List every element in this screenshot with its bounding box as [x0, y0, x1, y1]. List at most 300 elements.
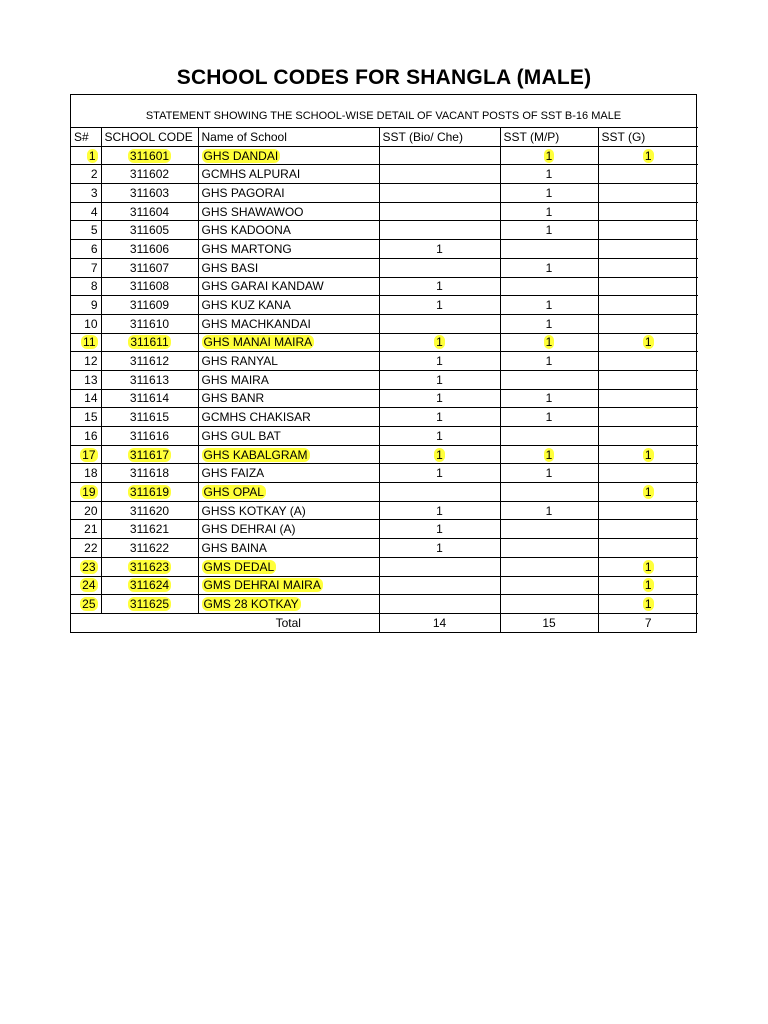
sst-bio-che-cell	[379, 221, 500, 240]
school-code-cell	[101, 240, 198, 259]
sst-bio-che-cell-text: 1	[436, 540, 443, 555]
school-code-cell-text: 311623	[129, 559, 170, 574]
total-row	[71, 613, 698, 632]
school-name-cell	[198, 576, 379, 595]
table-row	[71, 389, 698, 408]
sst-g-cell	[598, 501, 698, 520]
school-name-cell	[198, 352, 379, 371]
sst-mp-cell	[500, 464, 598, 483]
sst-bio-che-cell	[379, 539, 500, 558]
sst-g-cell	[598, 576, 698, 595]
serial-number-cell	[71, 221, 101, 240]
school-name-cell-text: GHS DEHRAI (A)	[201, 522, 296, 537]
sst-bio-che-cell-text: 1	[436, 354, 443, 369]
school-code-cell-text: 311620	[129, 503, 170, 518]
school-name-cell	[198, 258, 379, 277]
school-code-cell	[101, 296, 198, 315]
sst-mp-cell-text: 1	[545, 316, 553, 331]
vacancy-table	[71, 127, 698, 632]
sst-mp-cell-text: 1	[545, 335, 553, 350]
school-name-cell	[198, 202, 379, 221]
serial-number-cell-text: 11	[83, 335, 96, 350]
sst-g-cell	[598, 557, 698, 576]
school-code-cell-text: 311619	[129, 484, 170, 499]
school-name-cell	[198, 389, 379, 408]
sst-mp-cell	[500, 408, 598, 427]
sst-g-cell	[598, 202, 698, 221]
table-body	[71, 146, 698, 613]
sst-g-cell-text: 1	[644, 484, 652, 499]
table-row	[71, 240, 698, 259]
school-code-cell-text: 311622	[129, 540, 170, 555]
serial-number-cell-text: 15	[84, 410, 98, 425]
sst-mp-cell	[500, 445, 598, 464]
school-name-cell	[198, 408, 379, 427]
sst-g-cell	[598, 464, 698, 483]
col-header-sn: S#	[71, 128, 101, 147]
table-row	[71, 483, 698, 502]
school-code-cell-text: 311602	[129, 167, 170, 182]
school-name-cell-text: GHS PAGORAI	[201, 185, 285, 200]
school-code-cell	[101, 314, 198, 333]
school-name-cell	[198, 296, 379, 315]
sst-mp-cell	[500, 314, 598, 333]
serial-number-cell	[71, 146, 101, 165]
sst-bio-che-cell-text: 1	[436, 522, 443, 537]
school-code-cell	[101, 333, 198, 352]
serial-number-cell	[71, 427, 101, 446]
table-row	[71, 296, 698, 315]
table-row	[71, 464, 698, 483]
sst-mp-cell-text: 1	[545, 185, 553, 200]
school-name-cell	[198, 445, 379, 464]
sst-g-cell-text: 1	[644, 559, 652, 574]
school-code-cell-text: 311609	[129, 298, 170, 313]
sst-g-cell	[598, 165, 698, 184]
school-code-cell	[101, 258, 198, 277]
sst-mp-cell	[500, 370, 598, 389]
sst-bio-che-cell	[379, 520, 500, 539]
sst-mp-cell-text: 1	[545, 391, 553, 406]
school-code-cell	[101, 184, 198, 203]
sst-g-cell	[598, 314, 698, 333]
sst-mp-cell	[500, 427, 598, 446]
col-header-school-name: Name of School	[198, 128, 379, 147]
serial-number-cell-text: 4	[90, 204, 98, 219]
school-name-cell	[198, 146, 379, 165]
school-code-cell	[101, 520, 198, 539]
serial-number-cell	[71, 557, 101, 576]
table-row	[71, 202, 698, 221]
table-row	[71, 557, 698, 576]
school-name-cell	[198, 277, 379, 296]
sst-g-cell	[598, 240, 698, 259]
sst-g-cell	[598, 483, 698, 502]
sst-mp-cell	[500, 576, 598, 595]
sst-mp-cell-text: 1	[545, 447, 553, 462]
serial-number-cell	[71, 501, 101, 520]
serial-number-cell	[71, 576, 101, 595]
school-code-cell-text: 311606	[129, 241, 170, 256]
school-name-cell-text: GMS 28 KOTKAY	[203, 597, 299, 612]
sst-g-cell	[598, 296, 698, 315]
school-name-cell-text: GHS BANR	[201, 391, 265, 406]
school-code-cell	[101, 146, 198, 165]
sst-mp-cell-text: 1	[545, 167, 553, 182]
sst-mp-cell-text: 1	[545, 503, 553, 518]
sst-g-cell	[598, 427, 698, 446]
serial-number-cell	[71, 184, 101, 203]
school-name-cell	[198, 333, 379, 352]
sst-bio-che-cell-text: 1	[436, 503, 443, 518]
school-name-cell-text: GHS MAIRA	[201, 372, 269, 387]
total-sst-bio-che: 14	[379, 613, 500, 632]
total-spacer	[71, 613, 101, 632]
school-code-cell-text: 311610	[129, 316, 170, 331]
sst-mp-cell	[500, 520, 598, 539]
school-name-cell-text: GHS SHAWAWOO	[201, 204, 304, 219]
sst-bio-che-cell	[379, 352, 500, 371]
school-name-cell-text: GHSS KOTKAY (A)	[201, 503, 306, 518]
serial-number-cell-text: 23	[82, 559, 96, 574]
sst-bio-che-cell-text: 1	[436, 279, 443, 294]
sst-bio-che-cell	[379, 146, 500, 165]
vacancy-sheet	[70, 94, 697, 633]
school-name-cell	[198, 184, 379, 203]
table-row	[71, 258, 698, 277]
sst-mp-cell	[500, 483, 598, 502]
sst-bio-che-cell	[379, 595, 500, 614]
serial-number-cell	[71, 333, 101, 352]
school-name-cell-text: GHS MARTONG	[201, 241, 292, 256]
sst-g-cell-text: 1	[644, 578, 652, 593]
school-name-cell	[198, 520, 379, 539]
school-name-cell-text: GHS FAIZA	[201, 466, 265, 481]
sst-bio-che-cell	[379, 483, 500, 502]
sst-mp-cell	[500, 165, 598, 184]
school-name-cell	[198, 221, 379, 240]
sst-mp-cell	[500, 539, 598, 558]
serial-number-cell-text: 8	[90, 279, 98, 294]
school-code-cell-text: 311621	[129, 522, 170, 537]
school-code-cell	[101, 165, 198, 184]
col-header-sst-mp: SST (M/P)	[500, 128, 598, 147]
serial-number-cell	[71, 595, 101, 614]
serial-number-cell-text: 1	[88, 148, 96, 163]
school-name-cell	[198, 427, 379, 446]
sst-g-cell	[598, 221, 698, 240]
sst-g-cell	[598, 539, 698, 558]
serial-number-cell-text: 24	[82, 578, 96, 593]
col-header-sst-g: SST (G)	[598, 128, 698, 147]
school-name-cell	[198, 314, 379, 333]
sst-bio-che-cell	[379, 165, 500, 184]
serial-number-cell-text: 12	[84, 354, 98, 369]
school-name-cell-text: GHS DANDAI	[203, 148, 279, 163]
school-name-cell-text: GHS KUZ KANA	[201, 298, 291, 313]
school-name-cell-text: GHS KADOONA	[201, 223, 291, 238]
total-sst-g: 7	[598, 613, 698, 632]
sst-g-cell-text: 1	[644, 335, 652, 350]
table-row	[71, 539, 698, 558]
school-code-cell-text: 311611	[130, 335, 169, 350]
sst-g-cell	[598, 146, 698, 165]
school-name-cell	[198, 557, 379, 576]
school-name-cell-text: GHS RANYAL	[201, 354, 278, 369]
school-name-cell	[198, 501, 379, 520]
table-row	[71, 408, 698, 427]
serial-number-cell	[71, 370, 101, 389]
serial-number-cell-text: 22	[84, 540, 98, 555]
school-code-cell-text: 311612	[129, 354, 170, 369]
school-code-cell	[101, 221, 198, 240]
sst-mp-cell	[500, 202, 598, 221]
serial-number-cell	[71, 408, 101, 427]
sst-g-cell-text: 1	[644, 148, 652, 163]
sst-mp-cell-text: 1	[545, 148, 553, 163]
school-code-cell-text: 311614	[129, 391, 170, 406]
serial-number-cell-text: 20	[84, 503, 98, 518]
sst-g-cell	[598, 445, 698, 464]
sst-bio-che-cell	[379, 296, 500, 315]
sst-bio-che-cell	[379, 445, 500, 464]
sst-g-cell	[598, 184, 698, 203]
school-name-cell-text: GCMHS CHAKISAR	[201, 410, 311, 425]
sst-bio-che-cell-text: 1	[436, 466, 443, 481]
table-row	[71, 165, 698, 184]
school-code-cell-text: 311624	[129, 578, 170, 593]
serial-number-cell	[71, 445, 101, 464]
school-name-cell-text: GHS OPAL	[203, 484, 264, 499]
table-row	[71, 221, 698, 240]
school-name-cell-text: GMS DEDAL	[203, 559, 275, 574]
school-code-cell	[101, 427, 198, 446]
school-name-cell-text: GHS GUL BAT	[201, 428, 281, 443]
serial-number-cell	[71, 296, 101, 315]
sst-mp-cell-text: 1	[545, 260, 553, 275]
sst-g-cell	[598, 258, 698, 277]
school-name-cell-text: GHS BAINA	[201, 540, 267, 555]
sst-g-cell	[598, 352, 698, 371]
school-name-cell-text: GMS DEHRAI MAIRA	[203, 578, 321, 593]
school-code-cell	[101, 483, 198, 502]
sst-g-cell	[598, 408, 698, 427]
table-row	[71, 576, 698, 595]
sst-mp-cell	[500, 221, 598, 240]
serial-number-cell-text: 14	[84, 391, 98, 406]
col-header-school-code: SCHOOL CODE	[101, 128, 198, 147]
sst-bio-che-cell-text: 1	[436, 298, 443, 313]
school-name-cell-text: GHS MACHKANDAI	[201, 316, 311, 331]
sst-bio-che-cell	[379, 333, 500, 352]
school-name-cell	[198, 165, 379, 184]
school-name-cell-text: GHS BASI	[201, 260, 259, 275]
serial-number-cell-text: 19	[82, 484, 96, 499]
sst-bio-che-cell-text: 1	[436, 391, 443, 406]
sst-bio-che-cell	[379, 370, 500, 389]
table-row	[71, 314, 698, 333]
serial-number-cell-text: 17	[82, 447, 96, 462]
serial-number-cell	[71, 202, 101, 221]
school-code-cell	[101, 464, 198, 483]
sst-bio-che-cell-text: 1	[436, 335, 443, 350]
school-code-cell	[101, 445, 198, 464]
serial-number-cell-text: 13	[84, 372, 98, 387]
sst-bio-che-cell	[379, 576, 500, 595]
school-code-cell	[101, 370, 198, 389]
school-code-cell	[101, 408, 198, 427]
sst-bio-che-cell	[379, 184, 500, 203]
serial-number-cell-text: 6	[90, 241, 98, 256]
sst-mp-cell	[500, 595, 598, 614]
sst-bio-che-cell	[379, 501, 500, 520]
school-code-cell	[101, 576, 198, 595]
sst-bio-che-cell-text: 1	[436, 372, 443, 387]
school-code-cell-text: 311616	[129, 428, 170, 443]
school-name-cell	[198, 595, 379, 614]
sst-mp-cell	[500, 258, 598, 277]
table-row	[71, 595, 698, 614]
table-row	[71, 520, 698, 539]
school-code-cell-text: 311608	[129, 279, 170, 294]
sst-g-cell	[598, 595, 698, 614]
school-code-cell	[101, 595, 198, 614]
sst-bio-che-cell	[379, 408, 500, 427]
sst-g-cell-text: 1	[644, 597, 652, 612]
sst-mp-cell-text: 1	[545, 466, 553, 481]
sst-bio-che-cell-text: 1	[436, 447, 443, 462]
sst-mp-cell	[500, 296, 598, 315]
sst-mp-cell	[500, 240, 598, 259]
sst-g-cell	[598, 389, 698, 408]
serial-number-cell	[71, 483, 101, 502]
serial-number-cell	[71, 258, 101, 277]
serial-number-cell	[71, 539, 101, 558]
sst-mp-cell	[500, 389, 598, 408]
serial-number-cell	[71, 352, 101, 371]
sst-mp-cell	[500, 146, 598, 165]
serial-number-cell-text: 7	[90, 260, 98, 275]
sst-mp-cell	[500, 277, 598, 296]
table-row	[71, 501, 698, 520]
school-name-cell	[198, 370, 379, 389]
sst-mp-cell	[500, 557, 598, 576]
school-name-cell	[198, 483, 379, 502]
sst-bio-che-cell-text: 1	[436, 428, 443, 443]
school-code-cell	[101, 389, 198, 408]
sst-bio-che-cell	[379, 557, 500, 576]
school-code-cell-text: 311607	[129, 260, 170, 275]
sst-g-cell	[598, 370, 698, 389]
serial-number-cell	[71, 520, 101, 539]
serial-number-cell-text: 5	[90, 223, 98, 238]
header-row	[71, 128, 698, 147]
serial-number-cell-text: 16	[84, 428, 98, 443]
serial-number-cell-text: 21	[84, 522, 98, 537]
sst-bio-che-cell	[379, 202, 500, 221]
sst-bio-che-cell-text: 1	[436, 241, 443, 256]
sst-mp-cell-text: 1	[545, 410, 553, 425]
school-code-cell	[101, 202, 198, 221]
school-code-cell-text: 311604	[129, 204, 170, 219]
school-code-cell	[101, 557, 198, 576]
school-code-cell-text: 311603	[129, 185, 170, 200]
sst-mp-cell	[500, 184, 598, 203]
total-sst-mp: 15	[500, 613, 598, 632]
serial-number-cell	[71, 277, 101, 296]
school-code-cell-text: 311613	[129, 372, 170, 387]
school-code-cell-text: 311615	[129, 410, 170, 425]
table-row	[71, 352, 698, 371]
table-row	[71, 427, 698, 446]
serial-number-cell-text: 25	[82, 597, 96, 612]
serial-number-cell	[71, 240, 101, 259]
sst-bio-che-cell	[379, 314, 500, 333]
school-name-cell	[198, 539, 379, 558]
serial-number-cell-text: 9	[90, 298, 98, 313]
sst-g-cell-text: 1	[644, 447, 652, 462]
page-title: SCHOOL CODES FOR SHANGLA (MALE)	[176, 66, 592, 89]
statement-heading: STATEMENT SHOWING THE SCHOOL-WISE DETAIL OF VACANT POSTS OF SST B-16 MALE	[145, 110, 622, 122]
sst-mp-cell	[500, 333, 598, 352]
sst-g-cell	[598, 520, 698, 539]
table-row	[71, 445, 698, 464]
school-code-cell	[101, 352, 198, 371]
total-label: Total	[198, 613, 379, 632]
serial-number-cell-text: 2	[90, 167, 98, 182]
table-row	[71, 370, 698, 389]
school-name-cell-text: GCMHS ALPURAI	[201, 167, 301, 182]
table-row	[71, 146, 698, 165]
serial-number-cell-text: 3	[90, 185, 98, 200]
col-header-sst-bio-che: SST (Bio/ Che)	[379, 128, 500, 147]
school-name-cell-text: GHS GARAI KANDAW	[201, 279, 324, 294]
sst-g-cell	[598, 277, 698, 296]
school-code-cell	[101, 539, 198, 558]
sst-g-cell	[598, 333, 698, 352]
serial-number-cell	[71, 165, 101, 184]
school-name-cell-text: GHS MANAI MAIRA	[203, 335, 313, 350]
school-name-cell	[198, 240, 379, 259]
school-code-cell-text: 311618	[129, 466, 170, 481]
sst-mp-cell-text: 1	[545, 204, 553, 219]
table-row	[71, 184, 698, 203]
sst-bio-che-cell	[379, 427, 500, 446]
serial-number-cell	[71, 314, 101, 333]
school-code-cell-text: 311605	[129, 223, 170, 238]
sst-bio-che-cell-text: 1	[436, 410, 443, 425]
school-name-cell-text: GHS KABALGRAM	[203, 447, 308, 462]
serial-number-cell	[71, 389, 101, 408]
school-code-cell-text: 311601	[129, 148, 170, 163]
school-code-cell	[101, 277, 198, 296]
sst-mp-cell-text: 1	[545, 298, 553, 313]
school-code-cell-text: 311617	[129, 447, 170, 462]
serial-number-cell-text: 10	[84, 316, 98, 331]
sst-mp-cell	[500, 352, 598, 371]
school-code-cell-text: 311625	[129, 597, 170, 612]
sst-bio-che-cell	[379, 389, 500, 408]
sst-mp-cell	[500, 501, 598, 520]
sst-bio-che-cell	[379, 258, 500, 277]
sst-bio-che-cell	[379, 240, 500, 259]
school-name-cell	[198, 464, 379, 483]
serial-number-cell	[71, 464, 101, 483]
serial-number-cell-text: 18	[84, 466, 98, 481]
sst-bio-che-cell	[379, 277, 500, 296]
table-row	[71, 333, 698, 352]
total-spacer	[101, 613, 198, 632]
